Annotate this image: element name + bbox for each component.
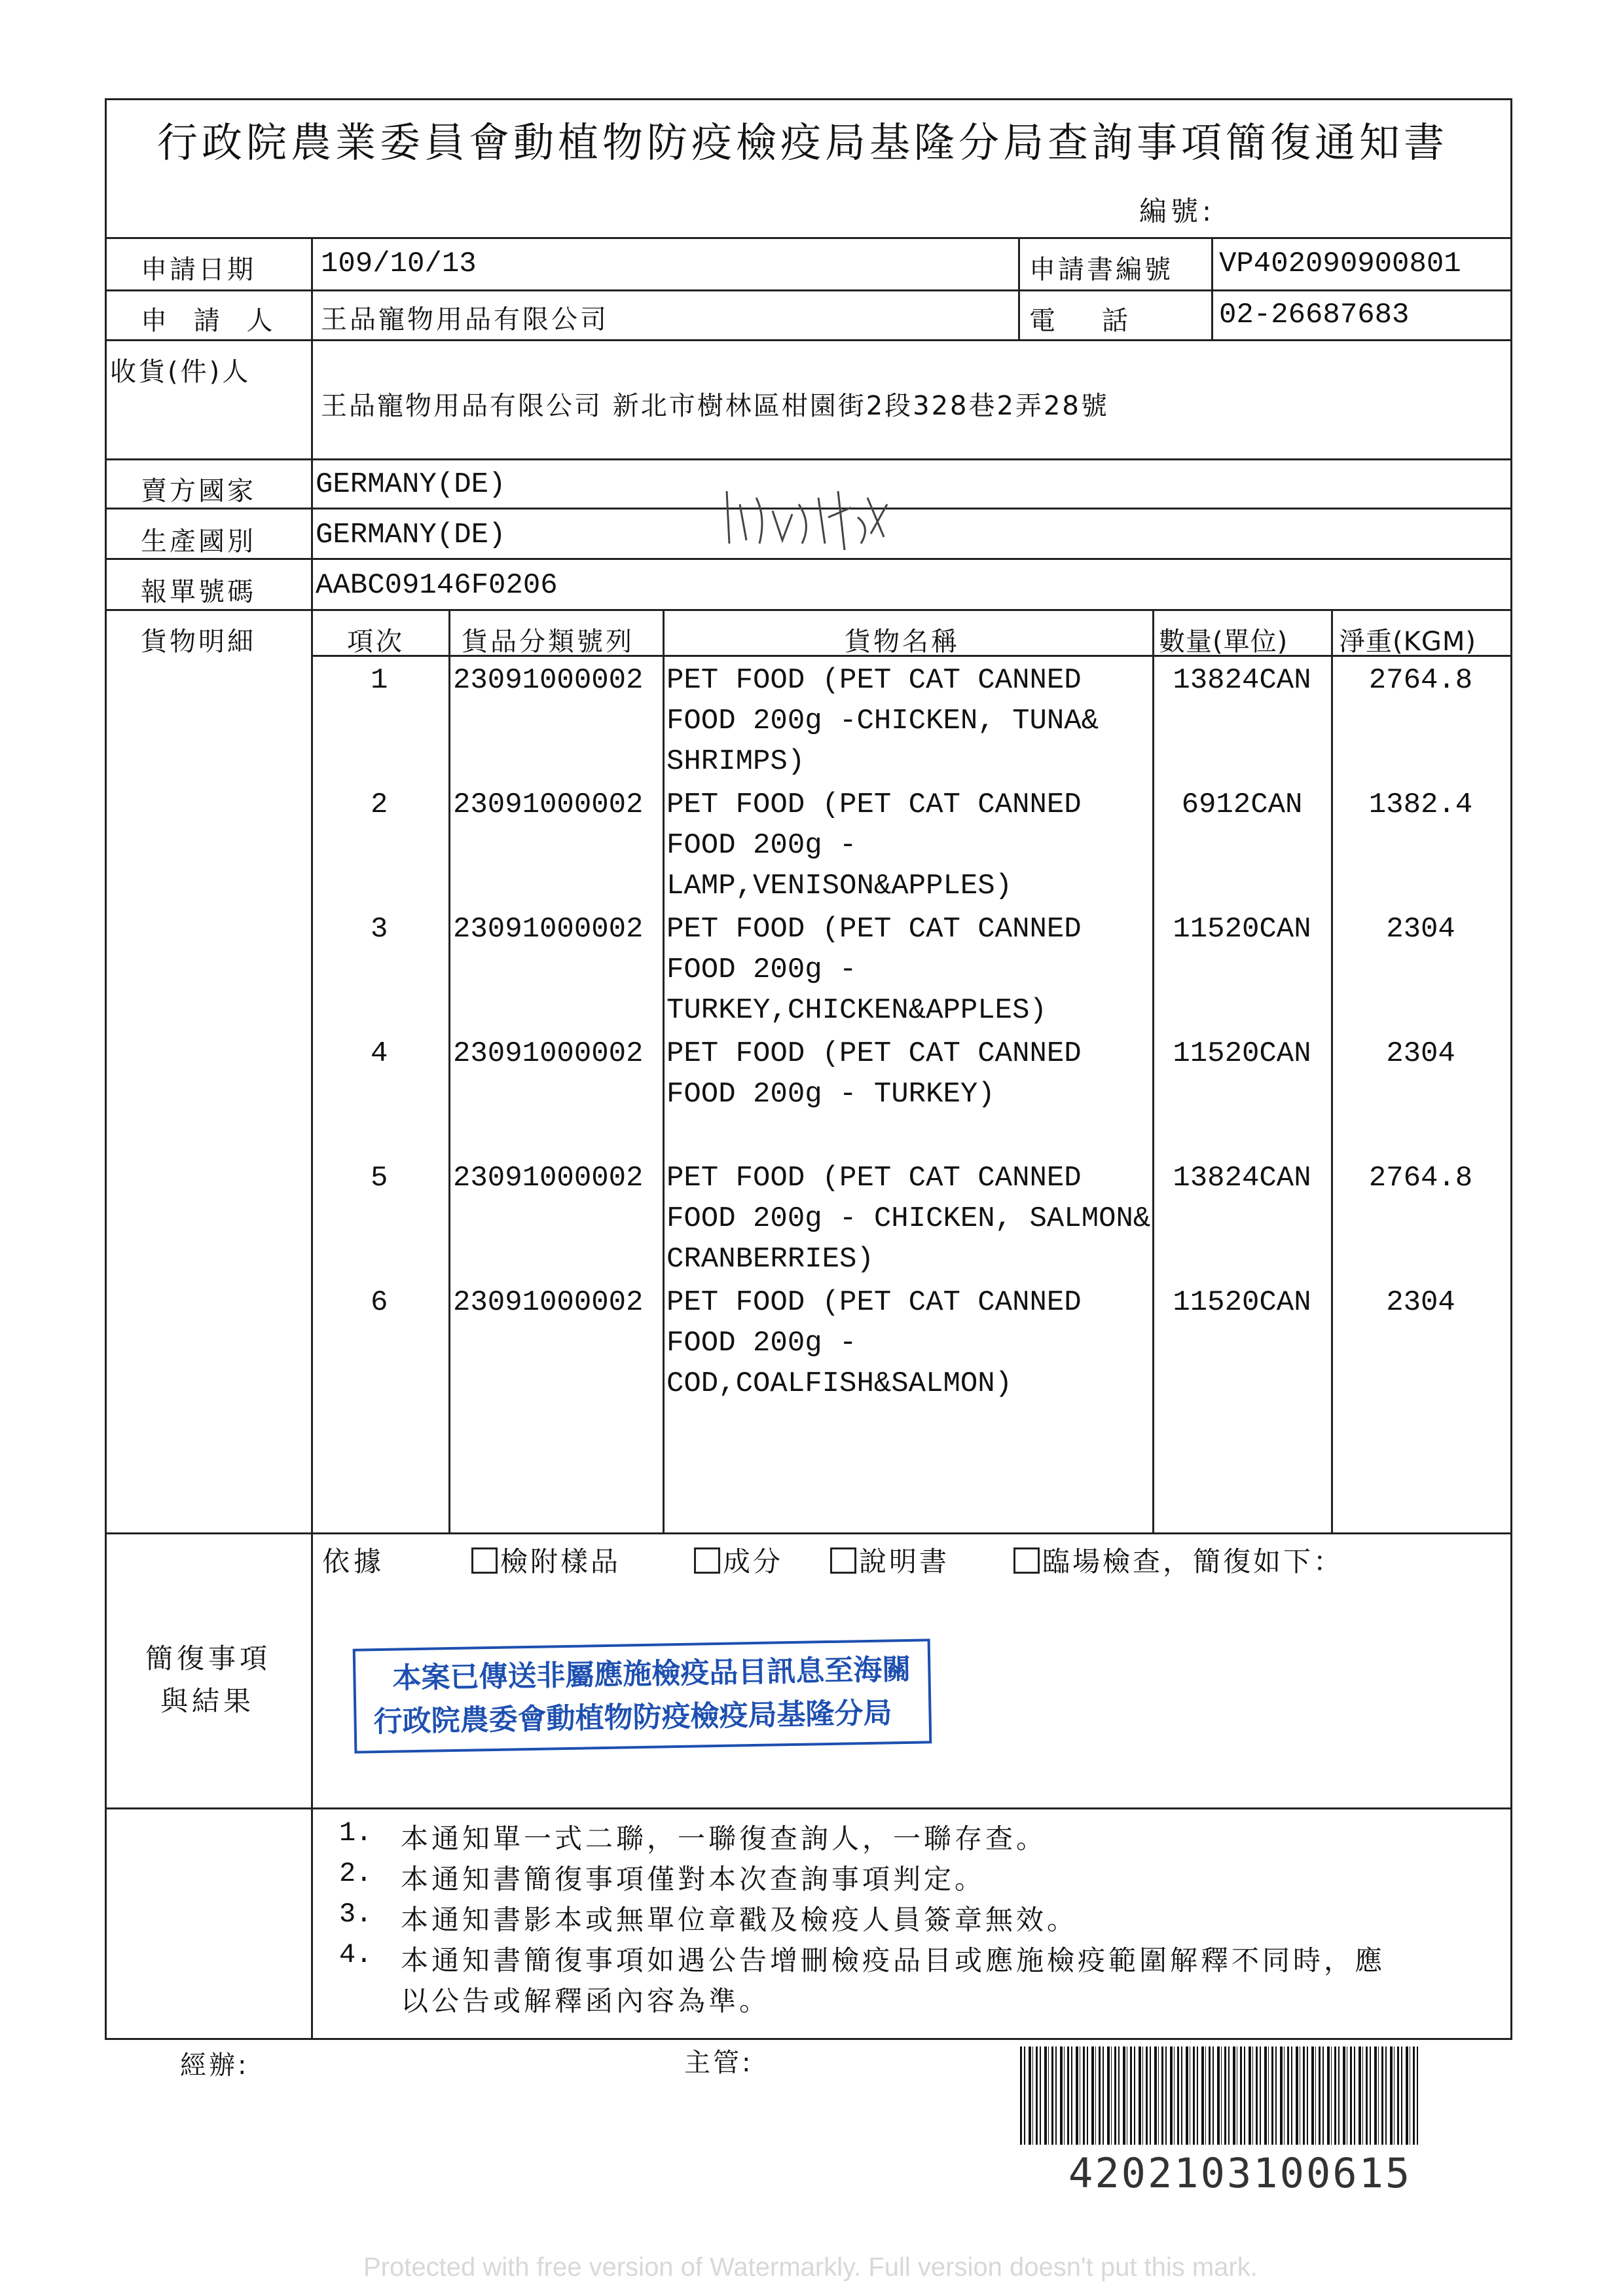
origin-country-value: GERMANY(DE)	[316, 519, 506, 551]
item-qty: 11520CAN	[1173, 1286, 1311, 1319]
declaration-no-label: 報單號碼	[141, 577, 256, 607]
note-text: 本通知單一式二聯，一聯復查詢人，一聯存查。	[401, 1823, 1048, 1855]
goods-label: 貨物明細	[141, 627, 256, 657]
origin-country-label: 生產國別	[141, 527, 256, 557]
item-name-line: PET FOOD (PET CAT CANNED	[666, 788, 1082, 821]
consignee-value: 王品寵物用品有限公司 新北市樹林區柑園街2段328巷2弄28號	[321, 391, 1109, 421]
note-text: 本通知書簡復事項僅對本次查詢事項判定。	[401, 1863, 986, 1895]
item-qty: 11520CAN	[1173, 913, 1311, 946]
item-no: 6	[371, 1286, 388, 1319]
check-onsite[interactable]	[1013, 1540, 1343, 1580]
item-code: 23091000002	[453, 1162, 644, 1194]
note-text: 本通知書影本或無單位章戳及檢疫人員簽章無效。	[401, 1904, 1078, 1936]
item-name-line: PET FOOD (PET CAT CANNED	[666, 1162, 1082, 1194]
applicant-value: 王品寵物用品有限公司	[321, 305, 609, 335]
item-code: 23091000002	[453, 664, 644, 697]
check-onsite-label: 臨場檢查，簡復如下：	[1042, 1546, 1344, 1578]
reply-label-2: 與結果	[160, 1685, 255, 1717]
goods-header-weight: 淨重(KGM)	[1339, 627, 1476, 657]
item-code: 23091000002	[453, 913, 644, 946]
item-name-line: SHRIMPS)	[666, 745, 805, 778]
seller-country-label: 賣方國家	[141, 476, 256, 506]
phone-label: 電 話	[1029, 306, 1131, 336]
note-number: 2.	[339, 1858, 373, 1889]
item-no: 4	[371, 1037, 388, 1070]
item-qty: 13824CAN	[1173, 1162, 1311, 1194]
reply-label-1: 簡復事項	[145, 1642, 272, 1675]
item-no: 5	[371, 1162, 388, 1194]
item-qty: 11520CAN	[1173, 1037, 1311, 1070]
checkbox-onsite[interactable]	[1013, 1547, 1040, 1574]
item-no: 1	[371, 664, 388, 697]
item-weight: 2304	[1386, 1037, 1455, 1070]
watermark-text: Protected with free version of Watermarkly. Full version doesn't put this mark.	[363, 2253, 1258, 2282]
item-name-line: COD,COALFISH&SALMON)	[666, 1367, 1013, 1400]
application-no-label: 申請書編號	[1029, 255, 1173, 285]
stamp-line-2: 行政院農委會動植物防疫檢疫局基隆分局	[373, 1696, 892, 1739]
item-name-line: PET FOOD (PET CAT CANNED	[666, 1286, 1082, 1319]
checkbox-manual[interactable]	[830, 1547, 856, 1574]
application-date-label: 申請日期	[141, 255, 256, 285]
handwritten-mark-icon	[720, 478, 890, 557]
item-weight: 2304	[1386, 1286, 1455, 1319]
applicant-label: 申 請 人	[141, 306, 282, 336]
basis-label: 依據	[322, 1546, 386, 1578]
note-number: 4.	[339, 1939, 373, 1971]
item-name-line: CRANBERRIES)	[666, 1243, 874, 1276]
supervisor-label: 主管:	[684, 2048, 754, 2078]
item-weight: 2764.8	[1368, 664, 1473, 697]
application-no-value: VP402090900801	[1219, 248, 1461, 280]
note-number: 1.	[339, 1817, 373, 1849]
item-name-line: PET FOOD (PET CAT CANNED	[666, 913, 1082, 946]
number-label: 編號:	[1139, 195, 1216, 227]
item-name-line: FOOD 200g -CHICKEN, TUNA&	[666, 705, 1099, 737]
item-qty: 6912CAN	[1181, 788, 1303, 821]
consignee-label: 收貨(件)人	[110, 357, 251, 387]
item-name-line: TURKEY,CHICKEN&APPLES)	[666, 994, 1047, 1027]
item-name-line: FOOD 200g - TURKEY)	[666, 1078, 995, 1111]
check-ingredients[interactable]	[694, 1540, 783, 1580]
item-no: 3	[371, 913, 388, 946]
item-qty: 13824CAN	[1173, 664, 1311, 697]
item-code: 23091000002	[453, 1037, 644, 1070]
note-text: 本通知書簡復事項如遇公告增刪檢疫品目或應施檢疫範圍解釋不同時，應	[401, 1944, 1386, 1976]
handler-label: 經辦:	[180, 2050, 249, 2081]
item-code: 23091000002	[453, 1286, 644, 1319]
goods-header-code: 貨品分類號列	[462, 627, 634, 657]
item-code: 23091000002	[453, 788, 644, 821]
checkbox-ingredients[interactable]	[694, 1547, 720, 1574]
item-name-line: FOOD 200g -	[666, 1327, 857, 1360]
check-ingredients-label: 成分	[723, 1546, 784, 1578]
stamp-line-1: 本案已傳送非屬應施檢疫品目訊息至海關	[392, 1652, 911, 1695]
goods-header-qty: 數量(單位)	[1159, 627, 1288, 657]
check-samples-label: 檢附樣品	[500, 1546, 621, 1578]
document-title: 行政院農業委員會動植物防疫檢疫局基隆分局查詢事項簡復通知書	[157, 119, 1449, 166]
item-name-line: PET FOOD (PET CAT CANNED	[666, 664, 1082, 697]
declaration-no-value: AABC09146F0206	[316, 569, 558, 602]
application-date-value: 109/10/13	[321, 248, 477, 280]
item-weight: 2764.8	[1368, 1162, 1473, 1194]
barcode-number: 4202103100615	[1068, 2149, 1412, 2197]
barcode-icon	[1020, 2046, 1421, 2145]
official-stamp	[353, 1639, 932, 1753]
check-manual-label: 說明書	[859, 1546, 950, 1578]
seller-country-value: GERMANY(DE)	[316, 468, 506, 501]
note-number: 3.	[339, 1898, 373, 1930]
item-no: 2	[371, 788, 388, 821]
item-name-line: LAMP,VENISON&APPLES)	[666, 870, 1013, 902]
goods-header-no: 項次	[347, 627, 405, 657]
item-name-line: PET FOOD (PET CAT CANNED	[666, 1037, 1082, 1070]
item-weight: 1382.4	[1368, 788, 1473, 821]
check-samples[interactable]	[471, 1540, 621, 1580]
item-name-line: FOOD 200g -	[666, 829, 857, 862]
checkbox-samples[interactable]	[471, 1547, 498, 1574]
item-weight: 2304	[1386, 913, 1455, 946]
note-text: 以公告或解釋函內容為準。	[401, 1985, 771, 2017]
goods-header-name: 貨物名稱	[845, 627, 960, 657]
check-manual[interactable]	[830, 1540, 949, 1580]
item-name-line: FOOD 200g -	[666, 954, 857, 986]
phone-value: 02-26687683	[1219, 299, 1410, 331]
item-name-line: FOOD 200g - CHICKEN, SALMON&	[666, 1202, 1151, 1235]
